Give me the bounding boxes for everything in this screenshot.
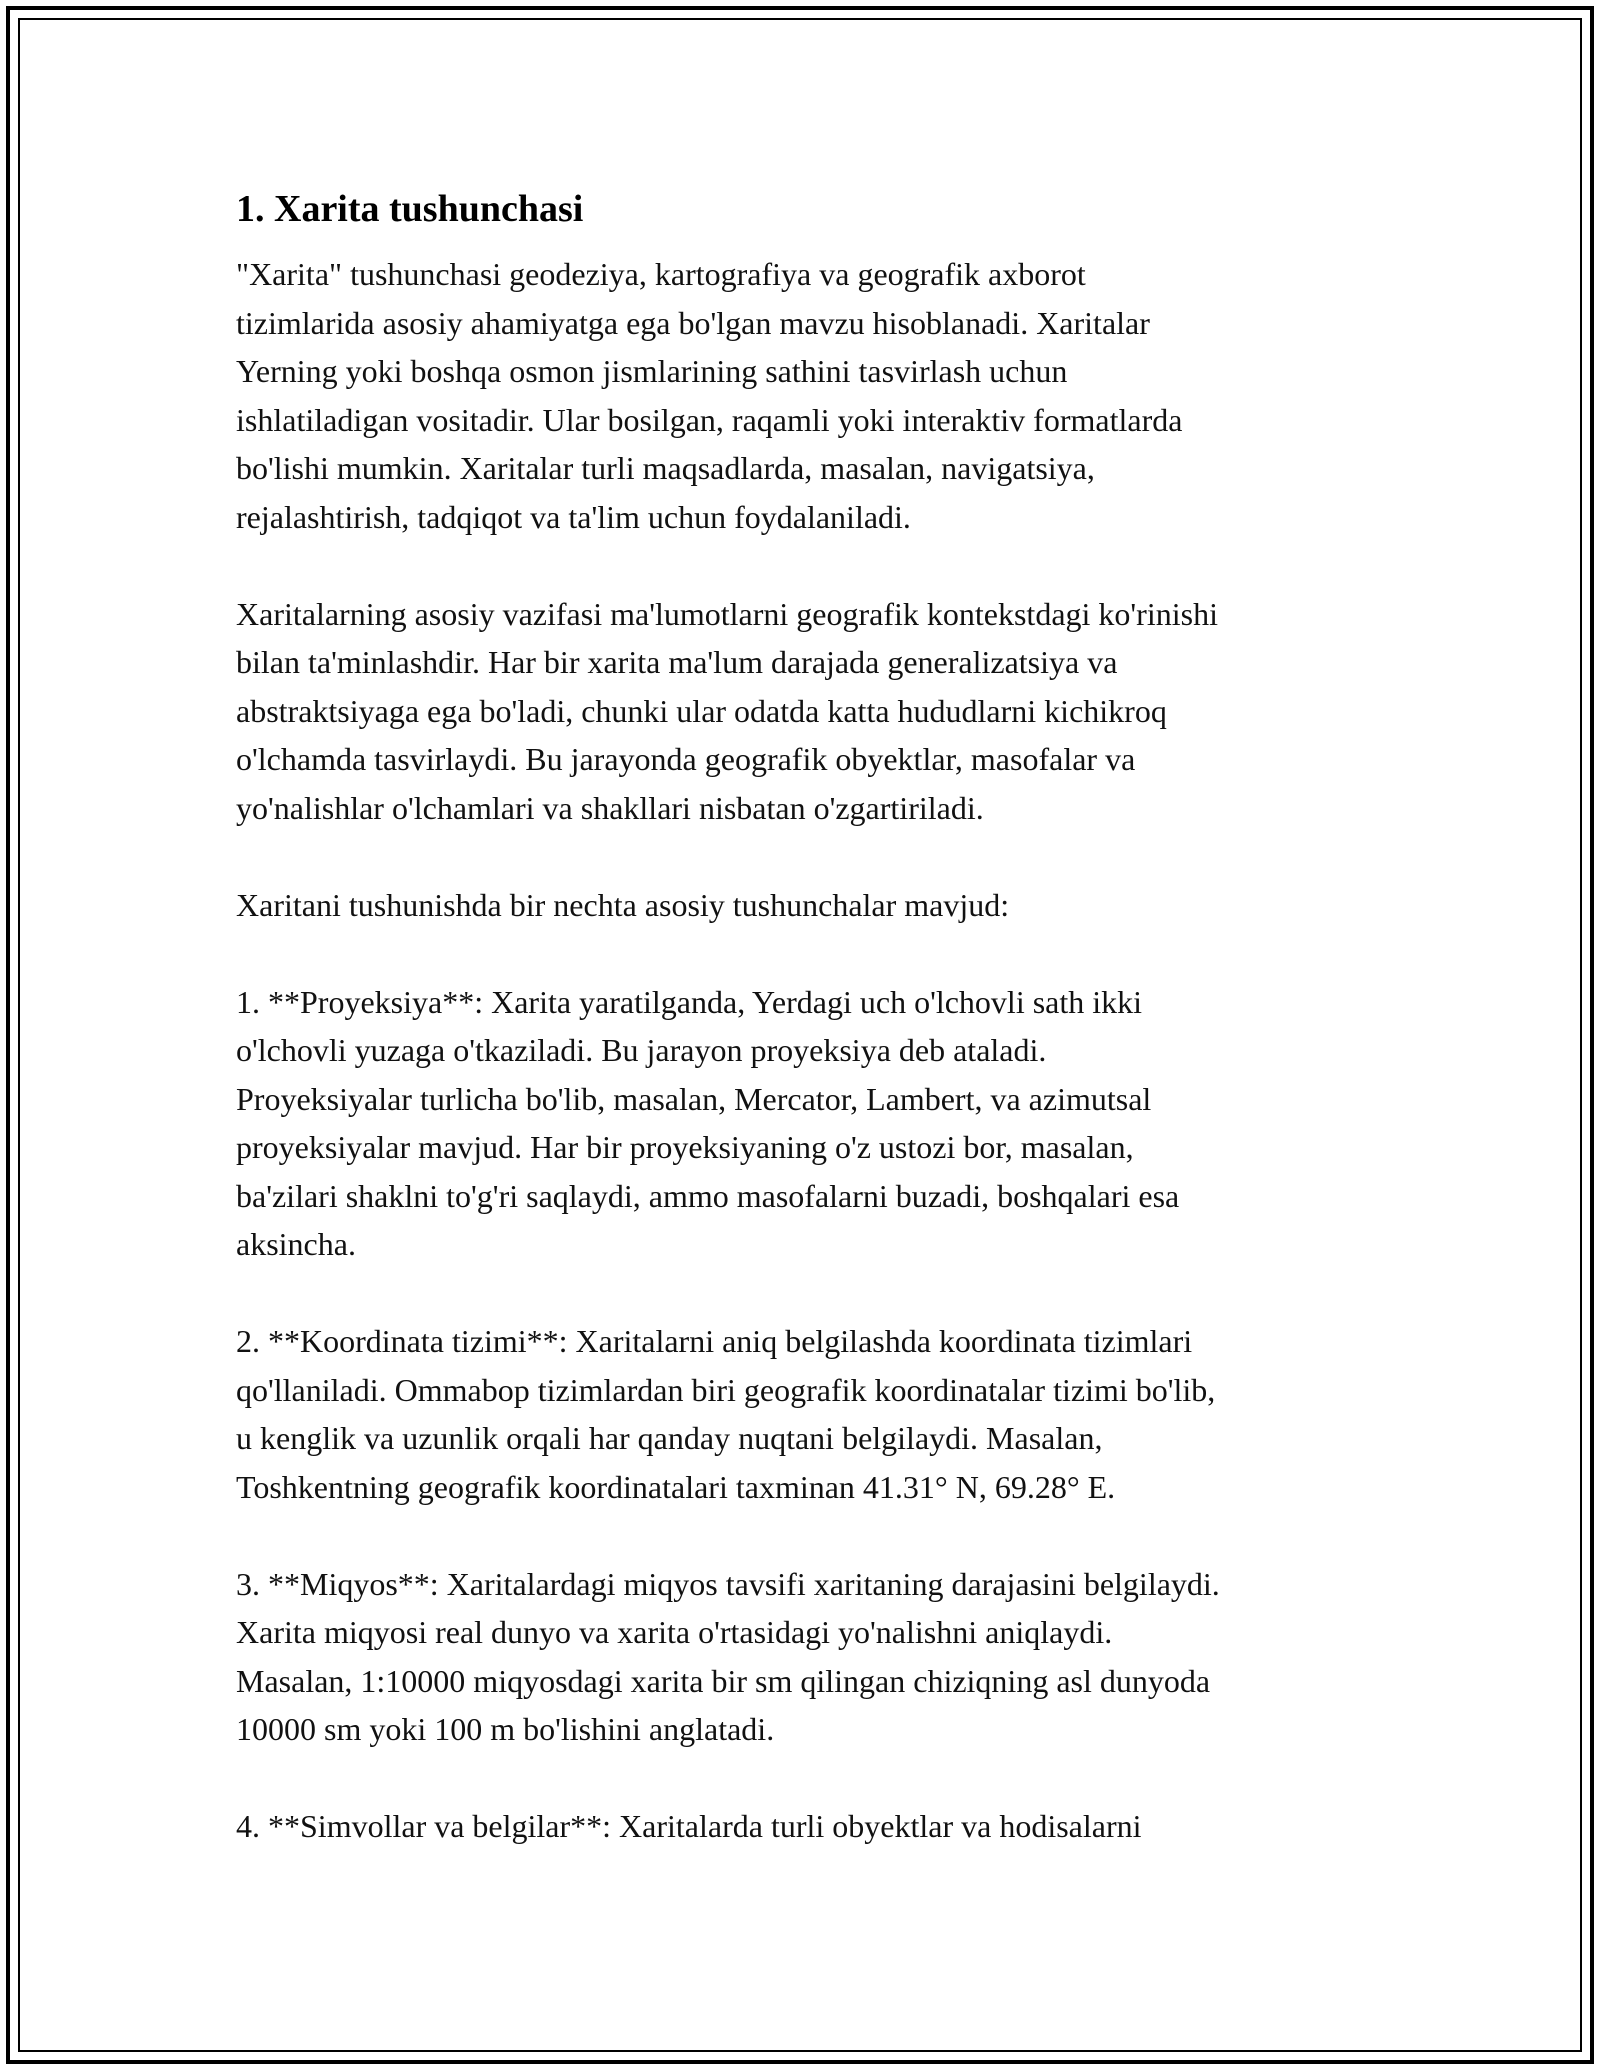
section-title: 1. Xarita tushunchasi — [236, 188, 584, 230]
paragraph-intro: "Xarita" tushunchasi geodeziya, kartografiya va geografik axborot tizimlarida asosiy ahamiyatga ega bo'lgan mavzu hisoblanadi. Xaritalar Yerning yoki boshqa osmon jismlarining sathini tasvirlash uchun ishlatiladigan vositadir. Ular bosilgan, raqamli yoki interaktiv formatlarda bo'lishi mumkin. Xaritalar turli maqsadlarda, masalan, navigatsiya, rejalashtirish, tadqiqot va ta'lim uchun foydalaniladi. — [236, 256, 1183, 535]
paragraph-purpose: Xaritalarning asosiy vazifasi ma'lumotlarni geografik kontekstdagi ko'rinishi bilan ta'minlashdir. Har bir xarita ma'lum darajada generalizatsiya va abstraktsiyaga ega bo'ladi, chunki ular odatda katta hududlarni kichikroq o'lchamda tasvirlaydi. Bu jarayonda geografik obyektlar, masofalar va yo'nalishlar o'lchamlari va shakllari nisbatan o'zgartiriladi. — [236, 595, 1218, 826]
document-body — [236, 184, 1376, 1899]
list-item-coordinate-system: 2. **Koordinata tizimi**: Xaritalarni aniq belgilashda koordinata tizimlari qo'llaniladi. Ommabop tizimlardan biri geografik koordinatalar tizimi bo'lib, u kenglik va uzunlik orqali har qanday nuqtani belgilaydi. Masalan, Toshkentning geografik koordinatalari taxminan 41.31° N, 69.28° E. — [236, 1323, 1216, 1505]
list-item-symbols: 4. **Simvollar va belgilar**: Xaritalarda turli obyektlar va hodisalarni — [236, 1808, 1142, 1844]
list-item-scale: 3. **Miqyos**: Xaritalardagi miqyos tavsifi xaritaning darajasini belgilaydi. Xarita miqyosi real dunyo va xarita o'rtasidagi yo'nalishni aniqlaydi. Masalan, 1:10000 miqyosdagi xarita bir sm qilingan chiziqning asl dunyoda 10000 sm yoki 100 m bo'lishini anglatadi. — [236, 1565, 1220, 1747]
paragraph-concepts-intro: Xaritani tushunishda bir nechta asosiy tushunchalar mavjud: — [236, 886, 1010, 923]
list-item-projection: 1. **Proyeksiya**: Xarita yaratilganda, Yerdagi uch o'lchovli sath ikki o'lchovli yuzaga o'tkaziladi. Bu jarayon proyeksiya deb ataladi. Proyeksiyalar turlicha bo'lib, masalan, Mercator, Lambert, va azimutsal proyeksiyalar mavjud. Har bir proyeksiyaning o'z ustozi bor, masalan, ba'zilari shaklni to'g'ri saqlaydi, ammo masofalarni buzadi, boshqalari esa aksincha. — [236, 983, 1180, 1262]
